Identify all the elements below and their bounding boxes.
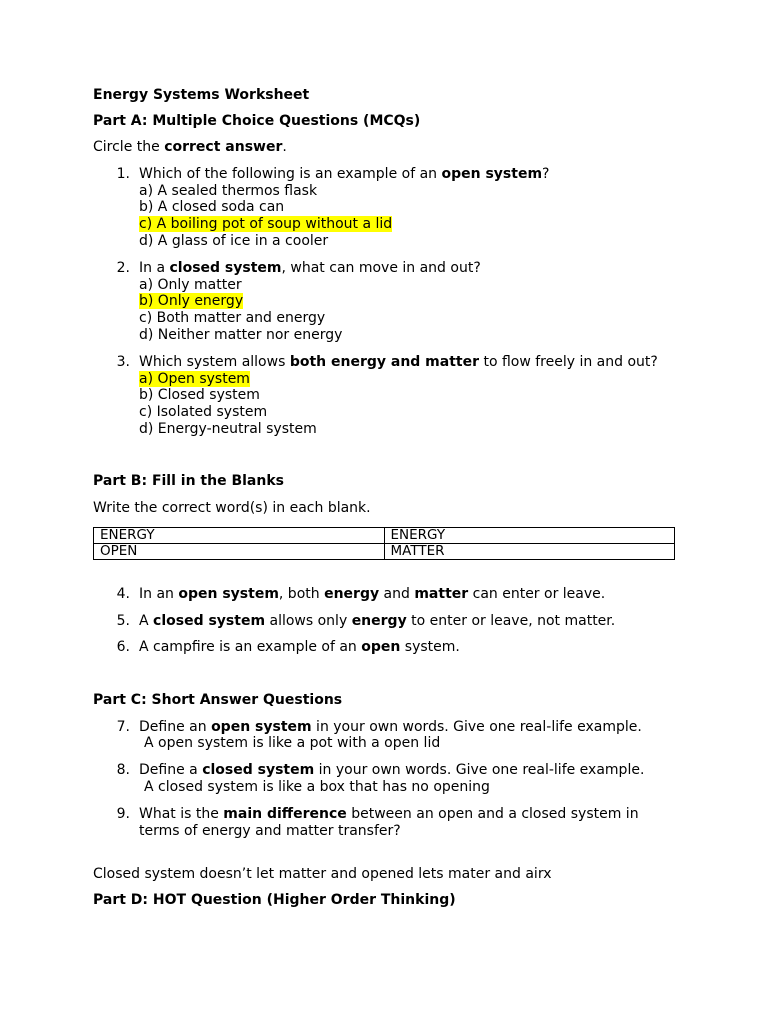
option-b: b) A closed soda can xyxy=(139,199,285,216)
table-cell: ENERGY xyxy=(94,528,385,544)
part-a-instruction: Circle the correct answer. xyxy=(93,139,287,155)
part-a-heading: Part A: Multiple Choice Questions (MCQs) xyxy=(93,113,421,129)
answer-8: A closed system is like a box that has no opening xyxy=(144,779,490,795)
question-text: Which system allows both energy and matter to flow freely in and out? xyxy=(139,354,658,370)
mcq-question-1 xyxy=(139,166,549,249)
option-c: c) Both matter and energy xyxy=(139,310,326,327)
question-number: 2. xyxy=(116,260,130,276)
fill-blank-question-4: In an open system, both energy and matter can enter or leave. xyxy=(139,586,606,602)
word-bank-table xyxy=(93,527,675,560)
short-answer-question-8: Define a closed system in your own words. Give one real-life example. xyxy=(139,762,645,778)
option-a: a) A sealed thermos flask xyxy=(139,182,318,199)
option-c xyxy=(139,216,549,233)
option-a: a) Only matter xyxy=(139,276,242,293)
question-text: Which of the following is an example of an open system? xyxy=(139,166,550,182)
part-b-instruction: Write the correct word(s) in each blank. xyxy=(93,500,371,516)
fill-blank-question-5: A closed system allows only energy to enter or leave, not matter. xyxy=(139,613,616,629)
option-b xyxy=(139,293,481,310)
question-number: 1. xyxy=(116,166,130,182)
table-row xyxy=(94,528,675,544)
part-d-heading: Part D: HOT Question (Higher Order Thinking) xyxy=(93,892,456,908)
question-number: 9. xyxy=(116,806,130,822)
table-cell: MATTER xyxy=(384,544,675,560)
short-answer-question-7: Define an open system in your own words. Give one real-life example. xyxy=(139,719,642,735)
answer-9: Closed system doesn’t let matter and opened lets mater and airx xyxy=(93,866,552,882)
mcq-question-2 xyxy=(139,260,481,343)
option-d: d) Energy-neutral system xyxy=(139,420,317,437)
question-number: 5. xyxy=(116,613,130,629)
question-number: 6. xyxy=(116,639,130,655)
question-number: 3. xyxy=(116,354,130,370)
highlighted-answer: b) Only energy xyxy=(139,293,244,310)
question-text: In a closed system, what can move in and out? xyxy=(139,260,481,276)
short-answer-question-9: What is the main difference between an open and a closed system in terms of energy and matter transfer? xyxy=(139,806,639,839)
option-b: b) Closed system xyxy=(139,387,260,404)
answer-7: A open system is like a pot with a open lid xyxy=(144,735,441,751)
highlighted-answer: c) A boiling pot of soup without a lid xyxy=(139,216,393,233)
option-d: d) A glass of ice in a cooler xyxy=(139,232,329,249)
part-c-heading: Part C: Short Answer Questions xyxy=(93,692,343,708)
part-b-heading: Part B: Fill in the Blanks xyxy=(93,473,284,489)
option-a xyxy=(139,371,658,388)
table-cell: OPEN xyxy=(94,544,385,560)
mcq-question-3 xyxy=(139,354,658,437)
question-number: 7. xyxy=(116,719,130,735)
fill-blank-question-6: A campfire is an example of an open system. xyxy=(139,639,460,655)
option-c: c) Isolated system xyxy=(139,404,268,421)
option-d: d) Neither matter nor energy xyxy=(139,326,343,343)
table-cell: ENERGY xyxy=(384,528,675,544)
question-number: 8. xyxy=(116,762,130,778)
worksheet-title: Energy Systems Worksheet xyxy=(93,87,310,103)
table-row xyxy=(94,544,675,560)
question-number: 4. xyxy=(116,586,130,602)
highlighted-answer: a) Open system xyxy=(139,370,250,387)
